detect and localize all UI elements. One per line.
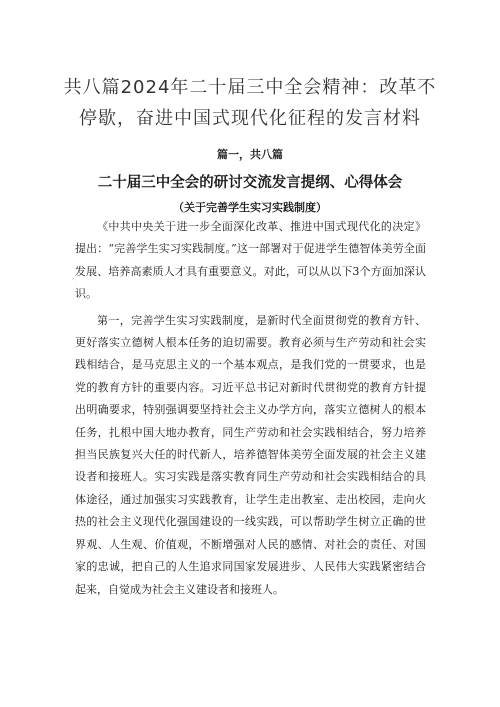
body-text	[75, 216, 426, 601]
section-label: 篇一，共八篇	[217, 148, 283, 161]
sub-heading: （关于完善学生实习实践制度）	[173, 201, 327, 214]
paragraph-first-point: 第一，完善学生实习实践制度，是新时代全面贯彻党的教育方针、更好落实立德树人根本任务的迫切需要。教育必须与生产劳动和社会实践相结合，是马克思主义的一个基本观点，是我们党的一贯要求，也是党的教育方针的重要内容。习近平总书记对新时代贯彻党的教育方针提出明确要求，特别强调要坚持社会主义办学方向，落实立德树人的根本任务，扎根中国大地办教育，同生产劳动和社会实践相结合，努力培养担当民族复兴大任的时代新人，培养德智体美劳全面发展的社会主义建设者和接班人。实习实践是落实教育同生产劳动和社会实践相结合的具体途径，通过加强实习实践教育，让学生走出教室、走出校园，走向火热的社会主义现代化强国建设的一线实践，可以帮助学生树立正确的世界观、人生观、价值观，不断增强对人民的感情、对社会的责任、对国家的忠诚，把自己的人生追求同国家发展进步、人民伟大实践紧密结合起来，自觉成为社会主义建设者和接班人。	[75, 313, 426, 596]
paragraph-intro: 《中共中央关于进一步全面深化改革、推进中国式现代化的决定》提出：“完善学生实习实践制度。”这一部署对于促进学生德智体美劳全面发展、培养高素质人才具有重要意义。对此，可以从以下3个方面加深认识。	[75, 220, 426, 301]
main-heading: 二十届三中全会的研讨交流发言提纲、心得体会	[97, 175, 403, 191]
document-title: 共八篇2024年二十届三中全会精神：改革不停歇，奋进中国式现代化征程的发言材料	[63, 77, 437, 130]
